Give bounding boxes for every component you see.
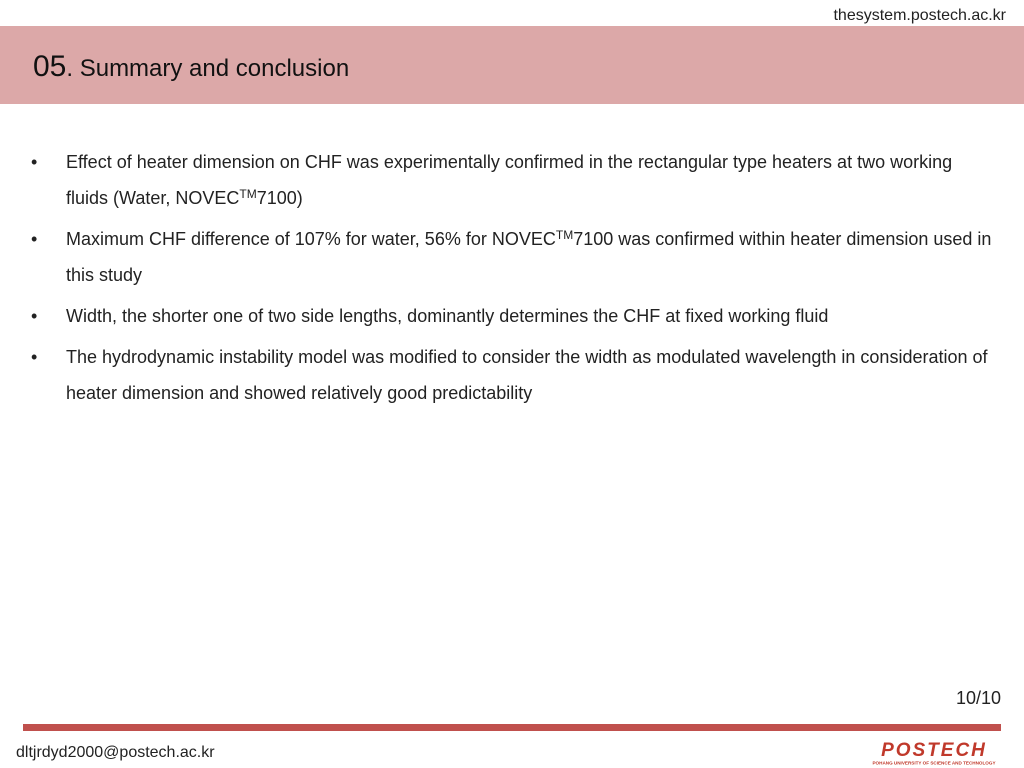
trademark-superscript: TM (239, 187, 257, 201)
page-title (33, 50, 349, 84)
bullet-item (0, 221, 1024, 293)
trademark-superscript: TM (555, 228, 574, 242)
postech-logo (851, 740, 1017, 766)
footer-divider (23, 724, 1001, 731)
bullet-item (0, 144, 1024, 216)
title-bar (0, 26, 1024, 104)
bullet-item (0, 339, 1024, 411)
section-number: 05 (33, 50, 67, 83)
header-url: thesystem.postech.ac.kr (833, 7, 1006, 24)
bullet-text: Maximum CHF difference of 107% for water, 56% for NOVEC (66, 229, 556, 249)
bullet-text-tail: 7100 was confirmed within heater dimension used in this study (66, 229, 992, 285)
bullet-marker: • (31, 306, 38, 326)
bullet-text: Effect of heater dimension on CHF was experimentally confirmed in the rectangular type heaters at two working fluids (Water, NOVEC (66, 152, 953, 208)
bullet-text-tail: 7100) (256, 188, 303, 208)
section-title: . Summary and conclusion (66, 55, 350, 82)
footer-email: dltjrdyd2000@postech.ac.kr (16, 744, 215, 761)
bullet-marker: • (31, 347, 38, 367)
page-number: 10/10 (955, 688, 1001, 708)
bullet-text: The hydrodynamic instability model was modified to consider the width as modulated wavelength in consideration of heater dimension and showed relatively good predictability (66, 347, 988, 403)
logo-wordmark: POSTECH (881, 740, 987, 761)
bullet-marker: • (31, 229, 38, 249)
bullet-marker: • (31, 152, 38, 172)
bullet-text: Width, the shorter one of two side lengths, dominantly determines the CHF at fixed working fluid (66, 306, 829, 326)
bullet-item (0, 298, 1024, 334)
logo-subtext: POHANG UNIVERSITY OF SCIENCE AND TECHNOLOGY (872, 760, 996, 766)
bullet-list (0, 144, 1024, 416)
